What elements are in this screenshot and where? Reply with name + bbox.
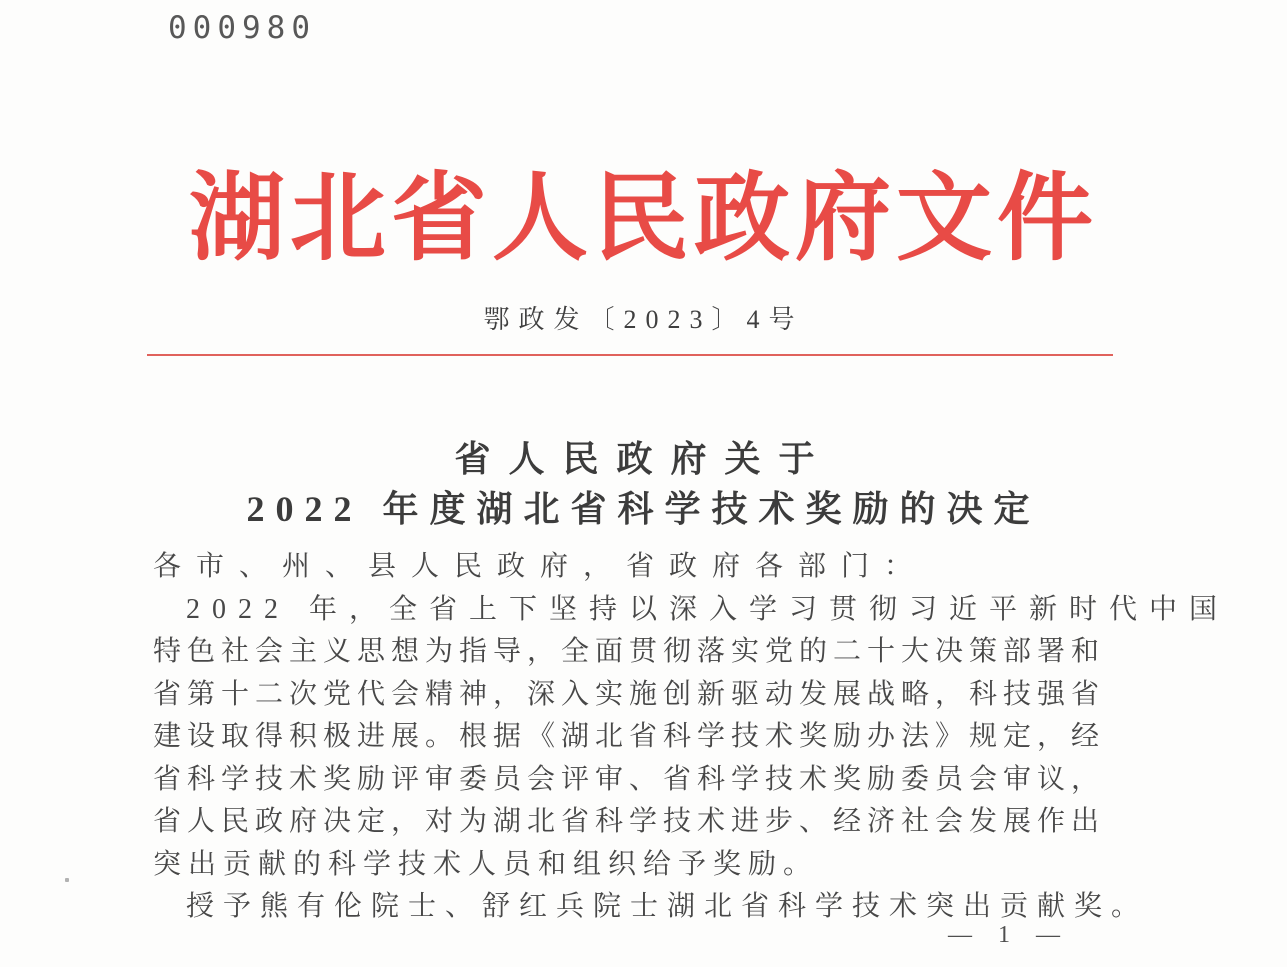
decision-title-line1: 省人民政府关于 <box>454 439 833 479</box>
body-line: 省人民政府决定，对为湖北省科学技术进步、经济社会发展作出 <box>153 806 1106 837</box>
page-number: — 1 — <box>948 922 1070 948</box>
body-line: 突出贡献的科学技术人员和组织给予奖励。 <box>153 848 819 880</box>
body-line: 省第十二次党代会精神，深入实施创新驱动发展战略，科技强省 <box>153 678 1106 710</box>
body-line: 2022 年，全省上下坚持以深入学习贯彻习近平新时代中国 <box>186 593 1230 625</box>
body-line: 建设取得积极进展。根据《湖北省科学技术奖励办法》规定，经 <box>153 721 1106 752</box>
document-number: 鄂政发〔2023〕4号 <box>483 305 804 334</box>
body-line: 省科学技术奖励评审委员会评审、省科学技术奖励委员会审议， <box>153 763 1106 795</box>
decision-title-line2: 2022 年度湖北省科学技术奖励的决定 <box>246 489 1041 529</box>
masthead-divider-rule <box>147 354 1113 356</box>
salutation-line: 各市、州、县人民政府，省政府各部门： <box>153 551 928 582</box>
body-text <box>153 546 1230 929</box>
scan-ink-speck <box>65 878 69 882</box>
serial-number-stamp: 000980 <box>168 10 316 46</box>
body-line: 特色社会主义思想为指导，全面贯彻落实党的二十大决策部署和 <box>153 636 1106 667</box>
masthead-title: 湖北省人民政府文件 <box>189 165 1098 272</box>
body-line: 授予熊有伦院士、舒红兵院士湖北省科学技术突出贡献奖。 <box>186 891 1149 922</box>
